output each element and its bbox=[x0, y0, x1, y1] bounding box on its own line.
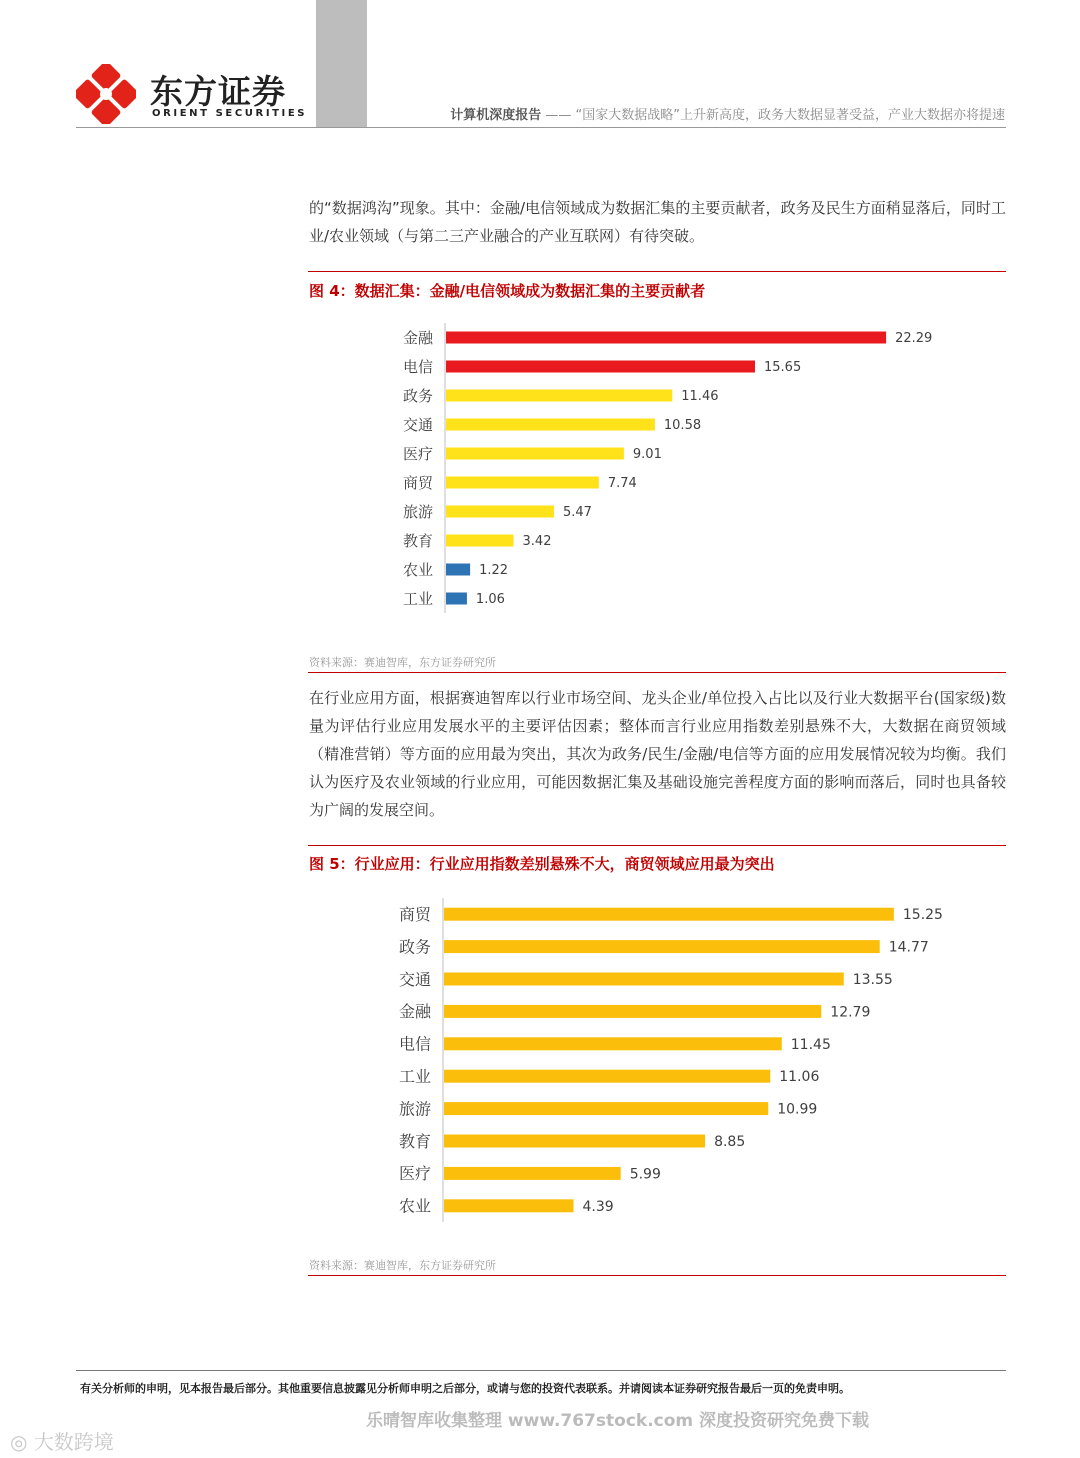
figure-4-source: 资料来源：赛迪智库，东方证券研究所 bbox=[309, 656, 496, 669]
value-label: 11.46 bbox=[681, 389, 719, 405]
bar bbox=[444, 908, 894, 921]
bar bbox=[446, 332, 886, 344]
header-separator: —— bbox=[541, 108, 576, 123]
category-label: 金融 bbox=[398, 1002, 431, 1022]
footer-disclaimer: 有关分析师的申明，见本报告最后部分。其他重要信息披露见分析师申明之后部分，或请与您的投资代表联系。并请阅读本证券研究报告最后一页的免责申明。 bbox=[80, 1382, 850, 1395]
bar bbox=[444, 1167, 621, 1180]
bar bbox=[446, 535, 514, 547]
bar bbox=[444, 1199, 574, 1212]
value-label: 5.99 bbox=[629, 1166, 661, 1183]
figure-4-bar-chart bbox=[380, 318, 940, 618]
category-label: 旅游 bbox=[402, 502, 433, 521]
report-type: 计算机深度报告 bbox=[450, 108, 542, 123]
value-label: 5.47 bbox=[563, 505, 592, 521]
bar bbox=[446, 361, 755, 373]
bar bbox=[444, 973, 844, 986]
figure-4-title: 图 4：数据汇集：金融/电信领域成为数据汇集的主要贡献者 bbox=[309, 282, 706, 300]
figure-5-source: 资料来源：赛迪智库，东方证券研究所 bbox=[309, 1259, 496, 1272]
value-label: 13.55 bbox=[852, 972, 893, 989]
figure-5-top-rule bbox=[308, 845, 1006, 846]
value-label: 3.42 bbox=[522, 534, 552, 550]
category-label: 金融 bbox=[402, 328, 433, 347]
logo-chinese-name: 东方证券 bbox=[150, 72, 286, 111]
value-label: 1.06 bbox=[475, 592, 505, 608]
figure-5-chart bbox=[370, 894, 950, 1224]
weibo-icon: ◎ bbox=[10, 1430, 28, 1454]
header-divider bbox=[76, 127, 1006, 128]
corner-watermark bbox=[10, 1426, 114, 1455]
category-label: 教育 bbox=[402, 531, 433, 550]
report-header bbox=[385, 106, 1005, 126]
value-label: 11.45 bbox=[790, 1036, 831, 1053]
category-label: 医疗 bbox=[402, 444, 433, 463]
value-label: 11.06 bbox=[779, 1069, 820, 1086]
value-label: 4.39 bbox=[582, 1198, 614, 1215]
category-label: 商贸 bbox=[398, 904, 431, 924]
category-label: 电信 bbox=[402, 357, 433, 376]
figure-4-top-rule bbox=[308, 271, 1006, 272]
value-label: 22.29 bbox=[895, 331, 933, 347]
category-label: 政务 bbox=[402, 386, 433, 405]
value-label: 14.77 bbox=[888, 939, 929, 956]
orient-logo-icon bbox=[76, 64, 136, 124]
category-label: 旅游 bbox=[398, 1099, 431, 1119]
figure-4-bottom-rule bbox=[308, 672, 1006, 673]
figure-5-bottom-rule bbox=[308, 1275, 1006, 1276]
value-label: 1.22 bbox=[479, 563, 509, 579]
category-label: 商贸 bbox=[402, 473, 433, 492]
bar bbox=[446, 593, 467, 605]
category-label: 工业 bbox=[402, 589, 433, 608]
bar bbox=[446, 419, 655, 431]
bar bbox=[444, 1037, 782, 1050]
category-label: 工业 bbox=[398, 1066, 431, 1086]
value-label: 15.65 bbox=[764, 360, 802, 376]
bar bbox=[446, 564, 470, 576]
value-label: 9.01 bbox=[632, 447, 662, 463]
report-title: “国家大数据战略”上升新高度，政务大数据显著受益，产业大数据亦将提速 bbox=[575, 108, 1005, 123]
footer-watermark: 乐晴智库收集整理 www.767stock.com 深度投资研究免费下载 bbox=[366, 1411, 870, 1431]
footer-divider bbox=[76, 1370, 1006, 1371]
value-label: 15.25 bbox=[902, 907, 943, 924]
body-paragraph-2: 在行业应用方面，根据赛迪智库以行业市场空间、龙头企业/单位投入占比以及行业大数据平台(国家级)数量为评估行业应用发展水平的主要评估因素；整体而言行业应用指数差别悬殊不大，大数据在商贸领域（精准营销）等方面的应用最为突出，其次为政务/民生/金融/电信等方面的应用发展情况较为均衡。我们认为医疗及农业领域的行业应用，可能因数据汇集及基础设施完善程度方面的影响而落后，同时也具备较为广阔的发展空间。 bbox=[309, 689, 1006, 819]
bar bbox=[446, 390, 672, 402]
corner-watermark-text: 大数跨境 bbox=[33, 1430, 114, 1454]
figure-5-title: 图 5：行业应用：行业应用指数差别悬殊不大，商贸领域应用最为突出 bbox=[309, 855, 775, 873]
bar bbox=[446, 506, 554, 518]
bar bbox=[444, 940, 880, 953]
bar bbox=[446, 448, 624, 460]
category-label: 农业 bbox=[402, 560, 433, 579]
body-paragraph-1: 的“数据鸿沟”现象。其中：金融/电信领域成为数据汇集的主要贡献者，政务及民生方面稍显落后，同时工业/农业领域（与第二三产业融合的产业互联网）有待突破。 bbox=[309, 199, 1006, 245]
category-label: 教育 bbox=[398, 1131, 431, 1151]
category-label: 医疗 bbox=[398, 1164, 431, 1184]
bar bbox=[444, 1070, 770, 1083]
value-label: 8.85 bbox=[714, 1134, 746, 1151]
value-label: 10.58 bbox=[663, 418, 702, 434]
category-label: 农业 bbox=[398, 1196, 431, 1216]
bar bbox=[444, 1102, 768, 1115]
figure-5-bar-chart bbox=[370, 894, 950, 1224]
category-label: 政务 bbox=[398, 937, 431, 957]
category-label: 电信 bbox=[398, 1034, 431, 1054]
value-label: 10.99 bbox=[777, 1101, 818, 1118]
bar bbox=[446, 477, 599, 489]
bar bbox=[444, 1135, 705, 1148]
logo-english-name: ORIENT SECURITIES bbox=[152, 108, 308, 119]
figure-4-chart bbox=[380, 318, 940, 618]
category-label: 交通 bbox=[402, 415, 433, 434]
header-gray-block bbox=[316, 0, 367, 128]
bar bbox=[444, 1005, 821, 1018]
category-label: 交通 bbox=[398, 969, 431, 989]
value-label: 12.79 bbox=[830, 1004, 871, 1021]
value-label: 7.74 bbox=[607, 476, 637, 492]
